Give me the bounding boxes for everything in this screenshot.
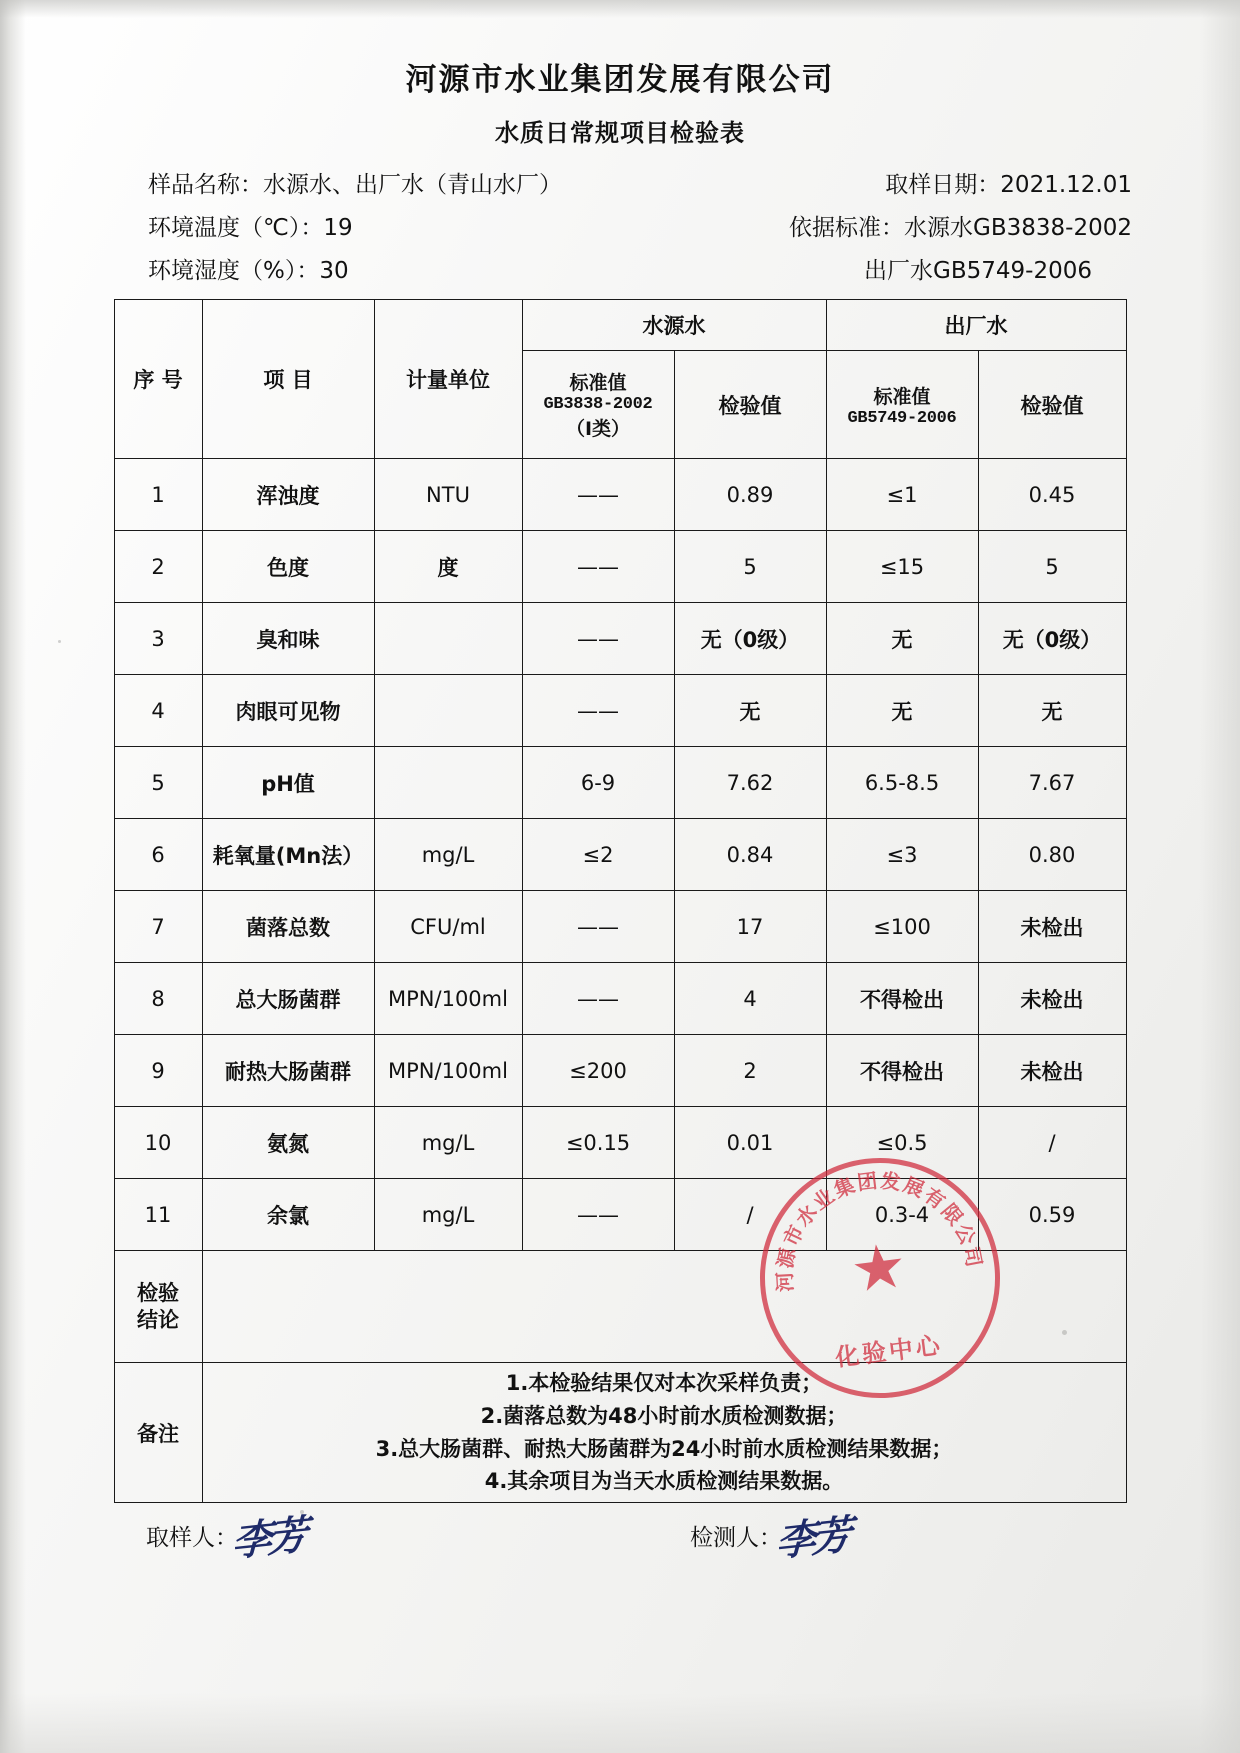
meta-row-sample — [148, 166, 1132, 199]
sampling-date: 取样日期：2021.12.01 — [885, 172, 1132, 198]
cell-finished-value: 未检出 — [978, 891, 1126, 963]
header-item: 项 目 — [202, 300, 374, 459]
table-row — [114, 1107, 1126, 1179]
table-row — [114, 675, 1126, 747]
remark-line: 1.本检验结果仅对本次采样负责； — [505, 1371, 823, 1396]
signature-area — [114, 1512, 1126, 1565]
cell-finished-standard: 无 — [826, 675, 978, 747]
meta-row-humidity — [148, 252, 1132, 285]
header-finished-result: 检验值 — [978, 351, 1126, 459]
cell-unit: MPN/100ml — [374, 963, 522, 1035]
remark-text — [202, 1363, 1126, 1503]
cell-unit: mg/L — [374, 819, 522, 891]
cell-item: 臭和味 — [202, 603, 374, 675]
cell-source-value: / — [674, 1179, 826, 1251]
cell-unit — [374, 603, 522, 675]
cell-index: 5 — [114, 747, 202, 819]
table-row — [114, 1179, 1126, 1251]
cell-finished-value: 未检出 — [978, 1035, 1126, 1107]
tester-signature: 李芳 — [775, 1512, 849, 1565]
cell-unit: 度 — [374, 531, 522, 603]
sampler-label: 取样人： — [146, 1525, 238, 1551]
table-row — [114, 747, 1126, 819]
cell-source-value: 5 — [674, 531, 826, 603]
cell-source-standard: ≤200 — [522, 1035, 674, 1107]
cell-finished-standard: ≤1 — [826, 459, 978, 531]
cell-source-value: 0.84 — [674, 819, 826, 891]
cell-finished-value: 0.59 — [978, 1179, 1126, 1251]
env-humidity: 环境湿度（%）：30 — [148, 258, 349, 284]
cell-index: 9 — [114, 1035, 202, 1107]
cell-finished-value: 无（0级） — [978, 603, 1126, 675]
remark-line: 3.总大肠菌群、耐热大肠菌群为24小时前水质检测结果数据； — [375, 1436, 953, 1461]
cell-finished-standard: 无 — [826, 603, 978, 675]
table-row — [114, 459, 1126, 531]
cell-unit: NTU — [374, 459, 522, 531]
standard-basis: 依据标准：水源水GB3838-2002 — [789, 215, 1132, 241]
cell-finished-value: 未检出 — [978, 963, 1126, 1035]
env-temperature: 环境温度（℃）：19 — [148, 215, 353, 241]
star-icon: ★ — [847, 1231, 911, 1306]
cell-source-standard: —— — [522, 891, 674, 963]
cell-index: 7 — [114, 891, 202, 963]
table-row — [114, 891, 1126, 963]
cell-source-standard: —— — [522, 675, 674, 747]
cell-finished-value: 7.67 — [978, 747, 1126, 819]
cell-finished-standard: 不得检出 — [826, 963, 978, 1035]
header-index: 序 号 — [114, 300, 202, 459]
header-source-result: 检验值 — [674, 351, 826, 459]
meta-row-temp — [148, 209, 1132, 242]
document-meta — [0, 166, 1240, 285]
cell-finished-standard: ≤0.5 — [826, 1107, 978, 1179]
remark-line: 2.菌落总数为48小时前水质检测数据； — [480, 1403, 848, 1428]
cell-index: 4 — [114, 675, 202, 747]
cell-source-value: 无（0级） — [674, 603, 826, 675]
sample-name: 样品名称：水源水、出厂水（青山水厂） — [148, 172, 562, 198]
cell-source-standard: —— — [522, 603, 674, 675]
cell-item: 总大肠菌群 — [202, 963, 374, 1035]
cell-item: 菌落总数 — [202, 891, 374, 963]
table-row — [114, 531, 1126, 603]
cell-source-standard: —— — [522, 459, 674, 531]
header-unit: 计量单位 — [374, 300, 522, 459]
cell-unit: mg/L — [374, 1179, 522, 1251]
cell-index: 10 — [114, 1107, 202, 1179]
table-header-group-row — [114, 300, 1126, 351]
header-source-standard: 标准值 GB3838-2002 （Ⅰ类） — [522, 351, 674, 459]
cell-item: 余氯 — [202, 1179, 374, 1251]
cell-source-value: 0.89 — [674, 459, 826, 531]
cell-finished-standard: 0.3-4 — [826, 1179, 978, 1251]
cell-index: 6 — [114, 819, 202, 891]
cell-source-value: 2 — [674, 1035, 826, 1107]
cell-unit: mg/L — [374, 1107, 522, 1179]
cell-finished-value: 5 — [978, 531, 1126, 603]
header-finished-standard: 标准值 GB5749-2006 — [826, 351, 978, 459]
cell-source-standard: ≤2 — [522, 819, 674, 891]
cell-source-standard: ≤0.15 — [522, 1107, 674, 1179]
cell-unit — [374, 747, 522, 819]
cell-index: 1 — [114, 459, 202, 531]
cell-finished-value: / — [978, 1107, 1126, 1179]
cell-source-value: 0.01 — [674, 1107, 826, 1179]
conclusion-label: 检验 结论 — [114, 1251, 202, 1363]
tester-label: 检测人： — [690, 1525, 782, 1551]
cell-item: 氨氮 — [202, 1107, 374, 1179]
conclusion-row — [114, 1251, 1126, 1363]
cell-item: 浑浊度 — [202, 459, 374, 531]
cell-finished-value: 0.80 — [978, 819, 1126, 891]
cell-unit — [374, 675, 522, 747]
page-title: 河源市水业集团发展有限公司 — [405, 62, 835, 98]
cell-finished-value: 无 — [978, 675, 1126, 747]
cell-index: 11 — [114, 1179, 202, 1251]
cell-finished-standard: ≤3 — [826, 819, 978, 891]
cell-index: 2 — [114, 531, 202, 603]
cell-source-standard: —— — [522, 1179, 674, 1251]
cell-finished-standard: 不得检出 — [826, 1035, 978, 1107]
remark-line: 4.其余项目为当天水质检测结果数据。 — [484, 1469, 844, 1494]
cell-source-standard: 6-9 — [522, 747, 674, 819]
cell-source-standard: —— — [522, 531, 674, 603]
cell-source-value: 无 — [674, 675, 826, 747]
cell-index: 3 — [114, 603, 202, 675]
cell-source-value: 7.62 — [674, 747, 826, 819]
conclusion-value — [202, 1251, 1126, 1363]
cell-unit: CFU/ml — [374, 891, 522, 963]
cell-item: 耐热大肠菌群 — [202, 1035, 374, 1107]
cell-source-standard: —— — [522, 963, 674, 1035]
sampler-signature-block — [146, 1512, 305, 1565]
cell-index: 8 — [114, 963, 202, 1035]
form-title: 水质日常规项目检验表 — [495, 119, 745, 147]
table-row — [114, 603, 1126, 675]
cell-item: 肉眼可见物 — [202, 675, 374, 747]
table-row — [114, 963, 1126, 1035]
cell-source-value: 4 — [674, 963, 826, 1035]
cell-finished-value: 0.45 — [978, 459, 1126, 531]
remark-label: 备注 — [114, 1363, 202, 1503]
tester-signature-block — [690, 1512, 849, 1565]
cell-finished-standard: ≤15 — [826, 531, 978, 603]
cell-item: 耗氧量(Mn法） — [202, 819, 374, 891]
cell-unit: MPN/100ml — [374, 1035, 522, 1107]
water-quality-table — [114, 299, 1127, 1503]
header-group-finished-water: 出厂水 — [826, 300, 1126, 351]
table-row — [114, 819, 1126, 891]
header-group-source-water: 水源水 — [522, 300, 826, 351]
cell-source-value: 17 — [674, 891, 826, 963]
cell-finished-standard: ≤100 — [826, 891, 978, 963]
cell-finished-standard: 6.5-8.5 — [826, 747, 978, 819]
seal-arc-label: 河源市水业集团发展有限公司 — [772, 1168, 987, 1293]
sampler-signature: 李芳 — [231, 1512, 305, 1565]
cell-item: pH值 — [202, 747, 374, 819]
seal-center-label: 化验中心 — [833, 1330, 945, 1372]
standard-basis-2: 出厂水GB5749-2006 — [864, 258, 1092, 284]
remark-row — [114, 1363, 1126, 1503]
cell-item: 色度 — [202, 531, 374, 603]
table-row — [114, 1035, 1126, 1107]
